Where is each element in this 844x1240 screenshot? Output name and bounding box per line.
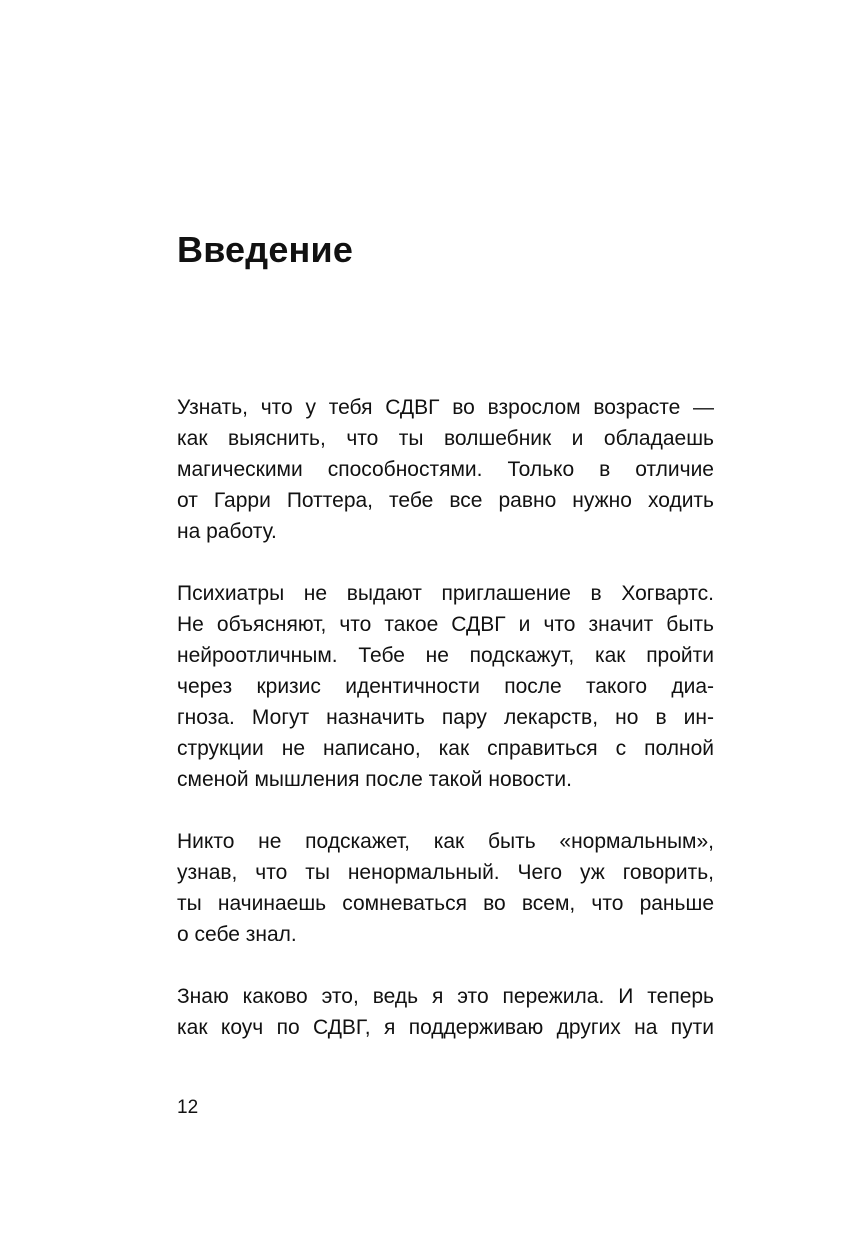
text-line: сменой мышления после такой новости.: [177, 768, 572, 791]
paragraph-3: [177, 826, 714, 950]
paragraph-4: [177, 981, 714, 1043]
page-number: 12: [177, 1097, 199, 1118]
text-line: от Гарри Поттера, тебе все равно нужно ходить: [177, 489, 714, 512]
body-text: [177, 392, 714, 1074]
text-line: на работу.: [177, 520, 277, 543]
text-line: Узнать, что у тебя СДВГ во взрослом возрасте —: [177, 396, 714, 419]
text-line: как выяснить, что ты волшебник и обладаешь: [177, 427, 714, 450]
text-line: Знаю каково это, ведь я это пережила. И теперь: [177, 985, 714, 1008]
text-line: Никто не подскажет, как быть «нормальным»,: [177, 830, 714, 853]
text-line: узнав, что ты ненормальный. Чего уж говорить,: [177, 861, 714, 884]
text-line: струкции не написано, как справиться с полной: [177, 737, 714, 760]
text-line: как коуч по СДВГ, я поддерживаю других на пути: [177, 1016, 714, 1039]
text-line: о себе знал.: [177, 923, 297, 946]
text-line: ты начинаешь сомневаться во всем, что раньше: [177, 892, 714, 915]
chapter-title: Введение: [177, 229, 354, 270]
text-line: через кризис идентичности после такого диа-: [177, 675, 714, 698]
text-line: Психиатры не выдают приглашение в Хогвартс.: [177, 582, 714, 605]
text-line: нейроотличным. Тебе не подскажут, как пройти: [177, 644, 714, 667]
paragraph-2: [177, 578, 714, 795]
paragraph-1: [177, 392, 714, 547]
text-line: гноза. Могут назначить пару лекарств, но в ин-: [177, 706, 714, 729]
text-line: магическими способностями. Только в отличие: [177, 458, 714, 481]
text-line: Не объясняют, что такое СДВГ и что значит быть: [177, 613, 714, 636]
